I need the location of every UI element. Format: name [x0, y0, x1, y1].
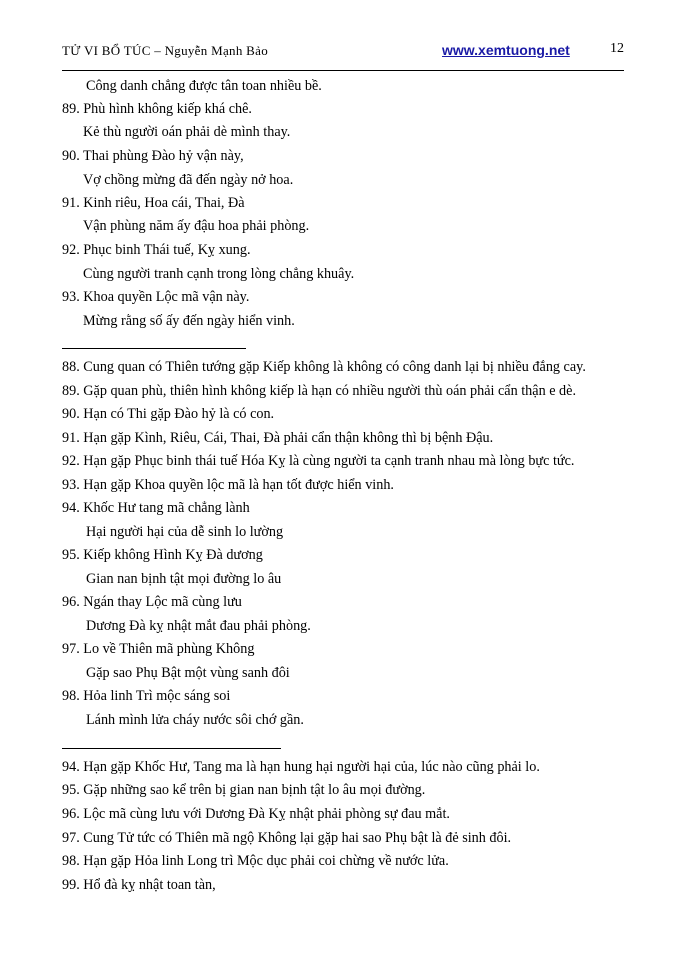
explanation-line: 91. Hạn gặp Kình, Riêu, Cái, Thai, Đà phải cẩn thận không thì bị bệnh Đậu.	[62, 430, 494, 446]
section-divider	[62, 748, 281, 749]
page-number: 12	[610, 41, 624, 56]
verse-line: 92. Phục binh Thái tuế, Kỵ xung.	[62, 242, 251, 258]
explanation-line: 97. Cung Tử tức có Thiên mã ngộ Không lại gặp hai sao Phụ bật là đẻ sinh đôi.	[62, 830, 512, 846]
verse-line: Mừng rằng số ấy đến ngày hiển vinh.	[83, 313, 295, 329]
verse-line: 95. Kiếp không Hình Kỵ Đà dương	[62, 547, 263, 563]
verse-line: Vận phùng năm ấy đậu hoa phải phòng.	[83, 218, 310, 234]
explanation-line: 89. Gặp quan phù, thiên hình không kiếp là hạn có nhiều người thù oán phải cẩn thận e dè.	[62, 383, 576, 399]
verse-line: Kẻ thù người oán phải dè mình thay.	[83, 124, 291, 140]
explanation-line: 96. Lộc mã cùng lưu với Dương Đà Kỵ nhật phải phòng sự đau mắt.	[62, 806, 450, 822]
explanation-line: 88. Cung quan có Thiên tướng gặp Kiếp không là không có công danh lại bị nhiều đắng cay.	[62, 359, 586, 375]
explanation-line: 95. Gặp những sao kể trên bị gian nan bịnh tật lo âu mọi đường.	[62, 782, 426, 798]
verse-line: Hại người hại của dễ sinh lo lường	[86, 524, 284, 540]
verse-line: 98. Hỏa linh Trì mộc sáng soi	[62, 688, 231, 704]
website-link[interactable]: www.xemtuong.net	[442, 42, 570, 58]
section-divider	[62, 348, 246, 349]
verse-line: Dương Đà kỵ nhật mắt đau phải phòng.	[86, 618, 311, 634]
verse-line: 94. Khốc Hư tang mã chẳng lành	[62, 500, 250, 516]
explanation-line: 93. Hạn gặp Khoa quyền lộc mã là hạn tốt được hiển vinh.	[62, 477, 394, 493]
verse-line: 99. Hổ đà kỵ nhật toan tàn,	[62, 877, 216, 893]
explanation-line: 90. Hạn có Thi gặp Đào hỷ là có con.	[62, 406, 275, 422]
verse-line: Công danh chẳng được tân toan nhiều bề.	[86, 78, 322, 94]
verse-line: 97. Lo về Thiên mã phùng Không	[62, 641, 255, 657]
explanation-line: 98. Hạn gặp Hỏa linh Long trì Mộc dục phải coi chừng về nước lửa.	[62, 853, 449, 869]
verse-line: 90. Thai phùng Đào hỷ vận này,	[62, 148, 244, 164]
verse-line: Gian nan bịnh tật mọi đường lo âu	[86, 571, 282, 587]
verse-line: Cùng người tranh cạnh trong lòng chẳng khuây.	[83, 266, 355, 282]
verse-line: Vợ chồng mừng đã đến ngày nở hoa.	[83, 172, 294, 188]
explanation-line: 94. Hạn gặp Khốc Hư, Tang ma là hạn hung hại người hại của, lúc nào cũng phải lo.	[62, 759, 540, 775]
verse-line: 91. Kinh riêu, Hoa cái, Thai, Đà	[62, 195, 245, 211]
verse-line: Lánh mình lửa cháy nước sôi chớ gần.	[86, 712, 304, 728]
verse-line: Gặp sao Phụ Bật một vùng sanh đôi	[86, 665, 290, 681]
explanation-line: 92. Hạn gặp Phục binh thái tuế Hóa Kỵ là cùng người ta cạnh tranh nhau mà lòng bực tức.	[62, 453, 575, 469]
verse-line: 96. Ngán thay Lộc mã cùng lưu	[62, 594, 242, 610]
verse-line: 93. Khoa quyền Lộc mã vận này.	[62, 289, 250, 305]
verse-line: 89. Phù hình không kiếp khá chê.	[62, 101, 252, 117]
header-title: TỬ VI BỔ TÚC – Nguyễn Mạnh Bảo	[62, 43, 269, 58]
